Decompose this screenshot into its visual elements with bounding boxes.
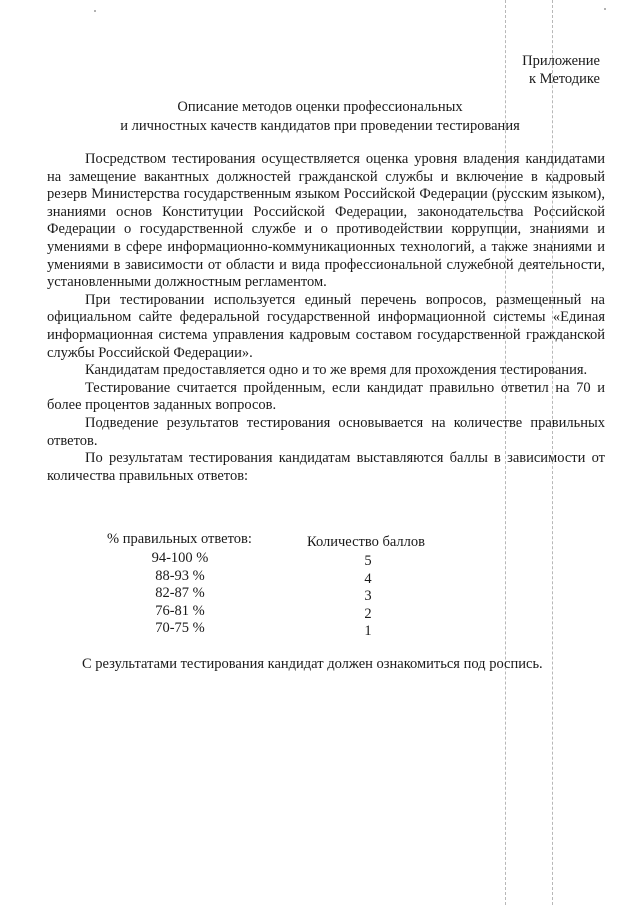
points-value: 2 (364, 605, 372, 622)
paragraph-time: Кандидатам предоставляется одно и то же время для прохождения тестирования. (85, 362, 588, 379)
header-points: Количество баллов (307, 534, 425, 550)
points-value: 4 (364, 570, 372, 587)
percent-range: 70-75 % (155, 620, 205, 636)
table-row (0, 550, 640, 568)
percent-range: 82-87 % (155, 585, 205, 601)
paragraph-testing-scope: Посредством тестирования осуществляется оценка уровня владения кандидатами на замещение вакантных должностей гражданской службы и включение в кадровый резерв Министерства государственным языком Российской Федерации (русским языком), знаниями основ Конституции Российской Федерации, законодательства Российской Федерации о государственной службе и о противодействии коррупции, знаниями и умениями в сфере информационно-коммуникационных технологий, а также знаниями и умениями в зависимости от области и вида профессиональной служебной деятельности, установленными должностным регламентом. (47, 151, 605, 291)
points-value: 3 (364, 588, 372, 604)
title-line-1: Описание методов оценки профессиональных (177, 99, 463, 115)
table-row (0, 620, 640, 638)
appendix-line-2: к Методике (528, 71, 600, 87)
table-row (0, 585, 640, 603)
percent-range: 88-93 % (155, 567, 205, 584)
scan-speck (604, 8, 606, 10)
points-value: 1 (364, 623, 372, 639)
paragraph-results: Подведение результатов тестирования основывается на количестве правильных ответов. (47, 414, 605, 449)
appendix-line-1: Приложение (522, 53, 600, 69)
conclusion-text: С результатами тестирования кандидат должен ознакомиться под роспись. (82, 656, 543, 672)
paragraph-pass-threshold: Тестирование считается пройденным, если кандидат правильно ответил на 70 и более процентов заданных вопросов. (47, 379, 605, 414)
title-line-2: и личностных качеств кандидатов при проведении тестирования (120, 118, 520, 134)
table-row (0, 568, 640, 586)
appendix-label (522, 52, 600, 88)
paragraph-scoring-intro: По результатам тестирования кандидатам выставляются баллы в зависимости от количества правильных ответов: (47, 450, 605, 484)
paragraph-question-list: При тестировании используется единый перечень вопросов, размещенный на официальном сайте федеральной государственной информационной системы «Единая информационная система управления кадровым составом государственной гражданской службы Российской Федерации». (47, 291, 605, 361)
document-body (47, 151, 605, 485)
points-value: 5 (364, 553, 372, 569)
document-title (70, 98, 570, 136)
header-percent: % правильных ответов: (107, 531, 252, 547)
scan-speck (94, 10, 96, 12)
table-row (0, 603, 640, 621)
percent-range: 94-100 % (151, 550, 209, 566)
percent-range: 76-81 % (155, 602, 205, 619)
